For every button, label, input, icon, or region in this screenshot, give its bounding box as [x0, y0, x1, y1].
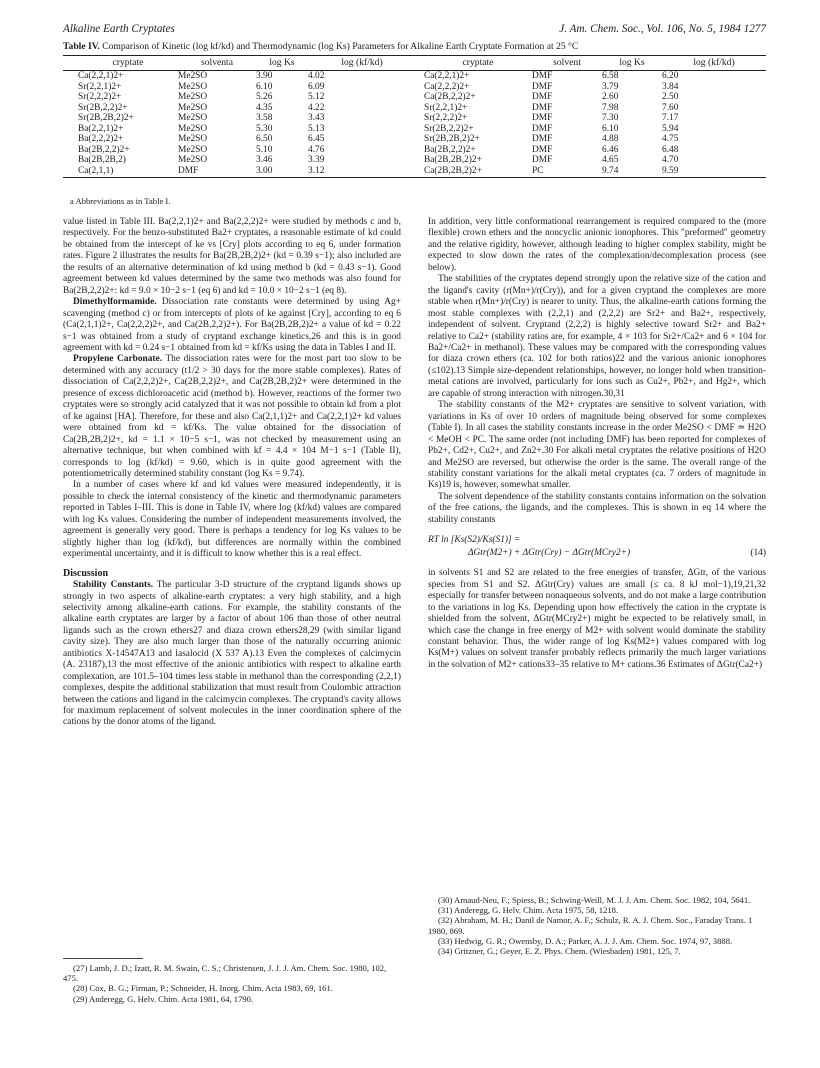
table-cell: 6.10: [256, 81, 273, 92]
table-cell: 4.76: [308, 144, 325, 155]
paragraph: The stability constants of the M2+ cryptates are sensitive to solvent variation, with variations in Ks of over 10 orders of magnitude being observed for some complexes (Table I). In all cases the stability constants increase in the order Me2SO < DMF ≃ H2O < MeOH < PC. The same order (not including DMF) has been reported for complexes of Pb2+, Cd2+, Cu2+, and Zn2+.30 For alkali metal cryptates the relative positions of H2O and Me2SO are reversed, but otherwise the order is the same. The overall range of the stability constant variations for the alkali metal cryptates (ca. 7 orders of magnitude in Ks)19 is, however, somewhat smaller.: [428, 400, 766, 491]
table-cell: Ba(2B,2B,2)2+: [424, 155, 482, 165]
table-cell: 5.10: [256, 144, 273, 155]
table-cell: DMF: [178, 166, 256, 178]
table-cell: 3.46: [256, 155, 273, 165]
paragraph: In a number of cases where kf and kd values were measured independently, it is possible to check the internal consistency of the kinetic and thermodynamic parameters reported in Tables I–III. This is done in Table IV, where log (kf/kd) values are compared with log Ks values. Considering the number of independent measurements involved, the agreement is generally very good. There is perhaps a tendency for log Ks values to be slightly higher than log (kf/kd), but differences are normally within the combined experimental uncertainty, and it is difficult to know whether this is a real effect.: [63, 480, 401, 560]
reference: (27) Lamb, J. D.; Izatt, R. M. Swain, C. S.; Christensen, J. J. J. Am. Chem. Soc. 1980, 102, 475.: [63, 963, 387, 984]
table-footnote: a Abbreviations as in Table I.: [70, 196, 171, 206]
table-cell: 7.17: [662, 113, 679, 123]
table-cell: Sr(2B,2,2)2+: [424, 123, 474, 134]
run-in-heading: Propylene Carbonate.: [73, 354, 163, 365]
col-header: solvent: [532, 56, 602, 71]
col-header: cryptate: [416, 56, 532, 71]
table-cell: Me2SO: [178, 92, 208, 102]
left-column: [63, 217, 401, 729]
reference: (31) Anderegg, G. Helv. Chim. Acta 1975, 58, 1218.: [438, 905, 619, 916]
equation-14: [428, 534, 766, 560]
table-cell: 5.26: [256, 92, 273, 102]
table-cell: Ca(2B,2B,2)2+: [416, 166, 532, 178]
table-cell: 6.48: [662, 144, 679, 155]
reference: (33) Hedwig, G. R.; Owensby, D. A.; Parker, A. J. J. Am. Chem. Soc. 1974, 97, 3888.: [438, 935, 733, 946]
reference: (32) Abraham, M. H.; Danil de Namor, A. F.; Schulz, R. A. J. Chem. Soc., Faraday Trans. 1 1980, 869.: [428, 915, 753, 936]
table-cell: 4.88: [602, 134, 619, 144]
table-cell: Ba(2,2,1)2+: [78, 123, 124, 134]
table-cell: Ba(2B,2,2)2+: [424, 144, 476, 155]
table-row: [63, 124, 766, 135]
table-cell: 3.12: [308, 166, 416, 178]
table-cell: Sr(2,2,2)2+: [78, 92, 122, 102]
table-cell: 6.45: [308, 134, 325, 144]
table-cell: 6.09: [308, 81, 325, 92]
table-cell: 9.74: [602, 166, 662, 178]
table-row: [63, 166, 766, 178]
table-row: [63, 155, 766, 166]
table-row: [63, 92, 766, 103]
table-cell: 5.13: [308, 123, 325, 134]
table-cell: Ca(2,1,1): [63, 166, 178, 178]
table-cell: Sr(2,2,1)2+: [424, 102, 468, 113]
table-cell: 5.30: [256, 123, 273, 134]
table-row: [63, 145, 766, 156]
reference: (28) Cox, B. G.; Firman, P.; Schneider, H. Inorg. Chim. Acta 1983, 69, 161.: [73, 983, 333, 994]
table-cell: Me2SO: [178, 134, 208, 144]
table-cell: DMF: [532, 92, 553, 102]
table-cell: 6.58: [602, 71, 619, 81]
section-heading: Discussion: [63, 567, 109, 579]
table-cell: 6.50: [256, 134, 273, 144]
table-cell: Me2SO: [178, 113, 208, 123]
table-cell: Me2SO: [178, 123, 208, 134]
table-cell: 4.75: [662, 134, 679, 144]
col-header: cryptate: [63, 56, 178, 71]
header-title: Alkaline Earth Cryptates: [63, 23, 175, 35]
paragraph: The stabilities of the cryptates depend strongly upon the relative size of the cation and the ligand's cavity (r(Mn+)/r(Cry)), and for a given cryptand the complexes are more stable when r(Mn+)/r(Cry) is nearer to unity. Thus, the alkaline-earth cations forming the most stable complexes with (2,2,1) and (2,2,2) are Sr2+ and Ba2+, respectively, independent of solvent. Cryptand (2,2,2) is highly selective toward Sr2+ and Ba2+ relative to Ca2+ (stability ratios are, for example, 4 × 103 for Sr2+/Ca2+ and 6 × 104 for Ba2+/Ca2+ in methanol). These values may be compared with the corresponding values for diaza crown ethers (ca. 102 for both ratios)22 and the various anionic ionophores (≤102).13 Simple size-dependent relationships, however, no longer hold when transition-metal cations are involved, particularly for ions such as Cu2+, Pb2+, and Hg2+, which are capable of strong interaction with nitrogen.30,31: [428, 274, 766, 399]
table-cell: Sr(2,2,2)2+: [424, 113, 468, 123]
table-cell: 3.00: [256, 166, 308, 178]
table-cell: Me2SO: [178, 102, 208, 113]
col-header: solventa: [178, 56, 256, 71]
paragraph: In addition, very little conformational rearrangement is required compared to the (more flexible) crown ethers and the noncyclic anionic ionophores. This "preformed" geometry and the relative rigidity, however, although leading to higher complex stability, might be expected to slow down the rates of the complexation/decomplexation process (see below).: [428, 217, 766, 273]
table-cell: Sr(2B,2B,2)2+: [78, 113, 134, 123]
table-cell: 7.98: [602, 102, 619, 113]
table-cell: DMF: [532, 102, 553, 113]
paragraph: The solvent dependence of the stability constants contains information on the solvation of the free cations, the ligands, and the complexes. This is shown in eq 14 where the stability constants: [428, 491, 766, 525]
table-cell: Me2SO: [178, 81, 208, 92]
table-cell: DMF: [532, 123, 553, 134]
run-in-heading: Stability Constants.: [73, 580, 154, 591]
header-journal: J. Am. Chem. Soc., Vol. 106, No. 5, 1984 1277: [559, 23, 766, 35]
table-cell: DMF: [532, 155, 553, 165]
reference: (34) Gritzner, G.; Geyer, E. Z. Phys. Chem. (Wiesbaden) 1981, 125, 7.: [438, 946, 681, 957]
reference: (30) Arnaud-Neu, F.; Spiess, B.; Schwing-Weill, M. J. J. Am. Chem. Soc. 1982, 104, 5641.: [438, 895, 751, 905]
footnote-references-right: [428, 895, 766, 956]
table-cell: DMF: [532, 81, 553, 92]
table-cell: 3.90: [256, 71, 273, 81]
footnote-references-left: [63, 958, 401, 1004]
table-label: Table IV.: [63, 41, 100, 52]
table-cell: Ba(2,2,2)2+: [78, 134, 124, 144]
table-row: [63, 113, 766, 124]
paragraph: Stability Constants. The particular 3-D structure of the cryptand ligands shows up strongly in two aspects of alkaline-earth cryptates: a very high stability, and a high selectivity among alkaline-earth cations. For example, the stability constants of the alkaline earth cryptates are larger by a factor of about 106 than those of other neutral ligands such as the crown ethers27 and diaza crown ethers28,29 (with similar ligand cavity size). They are also much larger than those of the naturally occurring anionic antibiotics X-14547A13 and lasalocid (X 537 A).13 Even the complexes of calcimycin (A. 23187),13 the most effective of the anionic antibiotics with respect to alkaline earth complexation, are 101.5–104 times less stable in methanol than the corresponding (2,2,1) complexes, despite the additional stabilization that must result from Coulombic attraction between the cations and ligand in the calcimycin complexes. The cryptand's cavity allows for maximum replacement of solvent molecules in the inner coordination sphere of the cations by the donor atoms of the ligand.: [63, 580, 401, 728]
table-cell: 3.58: [256, 113, 273, 123]
equation-line: ΔGtr(M2+) + ΔGtr(Cry) − ΔGtr(MCry2+): [468, 548, 631, 559]
col-header: log (kf/kd): [662, 56, 766, 71]
table-cell: 6.46: [602, 144, 619, 155]
paragraph: in solvents S1 and S2 are related to the free energies of transfer, ΔGtr, of the various species from S1 and S2. ΔGtr(Cry) values are small (≤ ca. 8 kJ mol−1),19,21,32 especially for transfer between nonaqueous solvents, and do not make a large contribution to the variations in log Ks. Depending upon how effectively the cation in the cryptate is shielded from the solvent, ΔGtr(MCry2+) might be expected to be relatively small, in which case the change in free energy of M2+ with solvent would dominate the stability constant behavior. Thus, the wider range of log Ks(M2+) values compared with log Ks(M+) values on solvent transfer probably reflects primarily the much larger variations in the solvation of M2+ cations33–35 relative to M+ cations.36 Estimates of ΔGtr(Ca2+): [428, 568, 767, 670]
table-cell: DMF: [532, 113, 553, 123]
table-header-row: [63, 56, 766, 71]
table-cell: Ba(2B,2B,2): [78, 155, 126, 165]
table-cell: 3.43: [308, 113, 325, 123]
table-cell: Ca(2,2,1)2+: [424, 71, 470, 81]
equation-number: (14): [750, 548, 766, 559]
table-cell: 3.39: [308, 155, 325, 165]
table-cell: 4.35: [256, 102, 273, 113]
table-cell: DMF: [532, 71, 553, 81]
col-header: log Ks: [602, 56, 662, 71]
table-cell: Sr(2,2,1)2+: [78, 81, 122, 92]
reference: (29) Anderegg, G. Helv. Chim. Acta 1981, 64, 1790.: [73, 993, 254, 1004]
paragraph: value listed in Table III. Ba(2,2,1)2+ and Ba(2,2,2)2+ were studied by methods c and b, respectively. For the benzo-substituted Ba2+ cryptates, a reasonable estimate of kd could be obtained from the intercept of ke vs [Cry] plots according to eq 6, under formation rates. Figure 2 illustrates the results for Ba(2B,2B,2)2+ (kd = 0.39 s−1); also included are the results of an alternative determination of kd using method b (kd = 0.43 s−1). Good agreement between kd values determined by the same two methods was also found for Ba(2B,2,2)2+: kd = 9.0 × 10−2 s−1 (eq 6) and kd = 10.0 × 10−2 s−1 (eq 8).: [63, 217, 401, 296]
table-cell: 4.22: [308, 102, 325, 113]
table-cell: Me2SO: [178, 144, 208, 155]
table-cell: DMF: [532, 134, 553, 144]
table-cell: Ba(2B,2,2)2+: [78, 144, 130, 155]
table-cell: 2.60: [602, 92, 619, 102]
table-caption: [63, 41, 766, 52]
table-cell: 9.59: [662, 166, 766, 178]
paragraph: Dimethylformamide. Dissociation rate constants were determined by using Ag+ scavenging (method c) or from intercepts of plots of ke against [Cry], according to eq 6 (Ca(2,1,1)2+, Ca(2,2,2)2+, and Ca(2B,2,2)2+). For Ba(2B,2B,2)2+ a value of kd = 0.22 s−1 was obtained from a study of cryptand exchange kinetics,26 and this is in good agreement with kd = 0.24 s−1 obtained from kd = kf/Ks using the data in Tables I and II.: [63, 297, 401, 353]
table-cell: 5.12: [308, 92, 325, 102]
table-cell: 2.50: [662, 92, 679, 102]
table-row: [63, 134, 766, 145]
right-column: [428, 217, 766, 671]
table-cell: 6.20: [662, 71, 679, 81]
table-cell: Ca(2,2,2)2+: [424, 81, 470, 92]
table-cell: 3.84: [662, 81, 679, 92]
table-row: [63, 103, 766, 114]
paragraph: Propylene Carbonate. The dissociation rates were for the most part too slow to be determined with any accuracy (t1/2 > 30 days for the more stable complexes). Rates of dissociation of Ca(2,2,2)2+, Ca(2B,2,2)2+, and Ca(2B,2B,2)2+ were determined in the presence of excess dichloroacetic acid (method b). However, reactions of the former two cryptates were so strongly acid catalyzed that it was not possible to obtain kd from a plot of ke against [HA]. Therefore, for these and also Ca(2,1,1)2+ and Ca(2,2,1)2+ kd values were obtained from kd = kf/Ks. The value obtained for the dissociation of Ca(2B,2B,2)2+, kd = 1.1 × 10−5 s−1, was not checked by measurement using an alternative technique, but when combined with kf = 4.4 × 104 M−1 s−1 (Table II), corresponds to log (kf/kd) = 9.60, which is in quite good agreement with the potentiometrically determined stability constant (log Ks = 9.74).: [63, 354, 401, 479]
col-header: log Ks: [256, 56, 308, 71]
table-body: [63, 71, 766, 178]
table-cell: DMF: [532, 144, 553, 155]
run-in-heading: Dimethylformamide.: [73, 297, 157, 308]
table-cell: 7.30: [602, 113, 619, 123]
table-cell: PC: [532, 166, 602, 178]
table-row: [63, 82, 766, 93]
col-header: log (kf/kd): [308, 56, 416, 71]
equation-line: RT ln [Ks(S2)/Ks(S1)] =: [428, 535, 521, 546]
table-cell: 4.70: [662, 155, 679, 165]
table-cell: Me2SO: [178, 155, 208, 165]
table-cell: Ca(2,2,1)2+: [78, 71, 124, 81]
table-cell: Me2SO: [178, 71, 208, 81]
table-cell: Sr(2B,2B,2)2+: [424, 134, 480, 144]
table-cell: 6.10: [602, 123, 619, 134]
table-cell: 5.94: [662, 123, 679, 134]
table-cell: 7.60: [662, 102, 679, 113]
table-cell: Sr(2B,2,2)2+: [78, 102, 128, 113]
table-cell: 4.02: [308, 71, 325, 81]
table-cell: 3.79: [602, 81, 619, 92]
table-cell: 4.65: [602, 155, 619, 165]
table-row: [63, 71, 766, 82]
table-caption-text: Comparison of Kinetic (log kf/kd) and Thermodynamic (log Ks) Parameters for Alkaline Earth Cryptate Formation at 25 °C: [102, 41, 579, 52]
comparison-table: [63, 55, 766, 178]
table-cell: Ca(2B,2,2)2+: [424, 92, 476, 102]
footnote-rule: [63, 958, 143, 959]
